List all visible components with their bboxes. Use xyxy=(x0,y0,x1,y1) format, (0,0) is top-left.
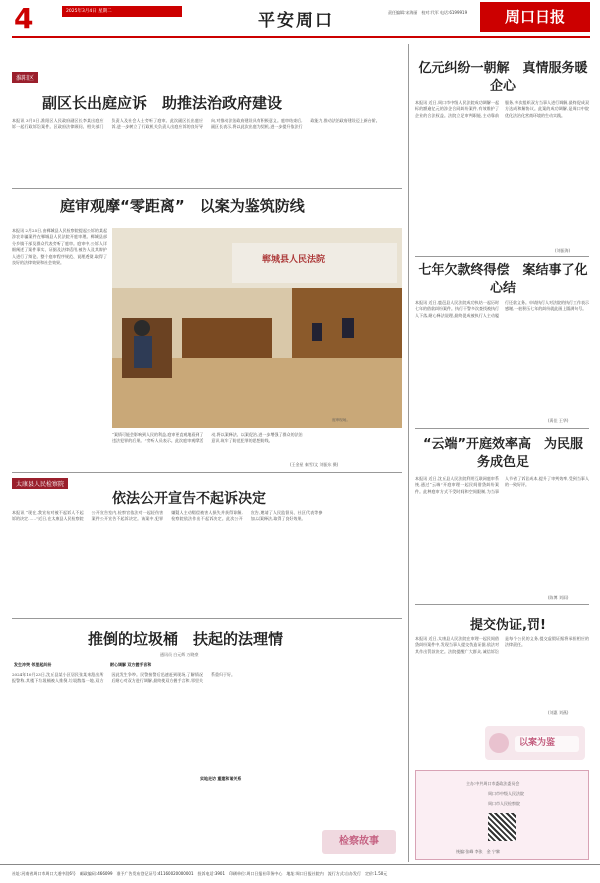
masthead xyxy=(0,0,600,42)
column-divider xyxy=(408,44,409,862)
divider xyxy=(12,472,402,473)
sidebar-badge-text: 以案为鉴 xyxy=(519,738,556,748)
sponsor-host: 主办:中共周口市委政法委员会 xyxy=(466,781,520,786)
newspaper-logo: 周口日报 xyxy=(480,2,590,32)
sponsor-editor: 统编:张峰 李张 金 宁黎 xyxy=(456,849,500,854)
badge-text: 检察故事 xyxy=(339,836,379,847)
article7-body: 本报讯 近日,沈丘县人民法院利用互联网庭审系统,通过“云端”开庭审理一起民间借贷纠纷案件。此种庭审方式不受时间和空间限制,为当事人节省了诉讼成本,提升了审判效率,受到当事人的一致好评。 xyxy=(415,476,589,494)
divider xyxy=(12,188,402,189)
article4-subhead-1: 发生冲突 邻里起纠纷 xyxy=(14,662,52,667)
qr-code-icon xyxy=(488,813,516,841)
sponsor-box xyxy=(415,770,589,860)
article2-credit: (王金星 秦雪/文 刘振东 摄) xyxy=(290,462,339,467)
article8-title: 提交伪证,罚! xyxy=(470,618,546,633)
photo-caption: 庭审现场。 xyxy=(332,418,350,422)
article3-title: 依法公开宣告不起诉决定 xyxy=(112,491,266,507)
divider xyxy=(415,428,589,429)
article4-subhead-2: 耐心调解 双方握手言和 xyxy=(110,662,152,667)
article8-body: 本报讯 近日,太康县人民法院在审理一起民间借贷纠纷案件中,发现当事人提交伪造证据,依法对其作出罚款决定。法院提醒广大群众,诚信诉讼是每个公民的义务,提交虚假证据将承担相应的法律责任。 xyxy=(415,636,589,654)
jiancha-gushi-badge xyxy=(322,830,396,854)
article4-byline: 通讯员 白元辉 万晓豪 xyxy=(160,652,199,657)
page-number: 4 xyxy=(14,2,34,35)
column-tag-huaiyang: 淮阳区 xyxy=(12,72,38,83)
article1-title: 副区长出庭应诉 助推法治政府建设 xyxy=(42,94,283,112)
article6-title: 七年欠款终得偿 案结事了化心结 xyxy=(418,263,588,296)
section-title: 平安周口 xyxy=(258,11,334,31)
article5-title: 亿元纠纷一朝解 真情服务暖企心 xyxy=(418,61,588,94)
article2-body: 本报讯 2月25日,由郸城县人民检察院提起公诉的某起涉农诈骗案件在郸城县人民法院开庭审理。郸城县部分乡镇干部及群众代表旁听了庭审。庭审中,公诉人详细阐述了案件事实、证据及法律适用,被告人及其辩护人进行了辩论。整个庭审程序规范、说理透彻,取得了良好的法律效果和社会效果。 xyxy=(12,228,107,266)
article6-credit: (禹佳 王华) xyxy=(548,418,569,423)
article1-body: 本报讯 3月5日,淮阳区人民政府副区长李某出庭应诉一起行政诉讼案件。区政府法律顾问、相关部门负责人及社会人士旁听了庭审。此次副区长出庭应诉,进一步树立了行政机关负责人出庭应诉的良好导向,对推动法治政府建设具有积极意义。庭审结束后,副区长表示,将以此次出庭为契机,进一步提升依法行政能力,推动法治政府建设迈上新台阶。 xyxy=(12,118,380,130)
article4-body: 2024年10月23日,沈丘县某小区居民张某来派出所报警称,其楼下垃圾桶被人推倒,垃圾散落一地,双方因此发生争吵。民警接警后迅速赶到现场,了解情况后耐心对双方进行调解,最终使双方握手言和,邻里关系重归于好。 xyxy=(12,672,235,684)
editor-credit: 责任编辑:宋海丽 校对:代军 电话:6199919 xyxy=(388,10,468,15)
divider xyxy=(415,256,589,257)
article5-credit: (刘振海) xyxy=(555,248,571,253)
sponsor-co2: 周口市人民检察院 xyxy=(488,801,520,806)
column-tag-taikang: 太康县人民检察院 xyxy=(12,478,68,489)
yi-an-wei-jian-illustration xyxy=(485,726,585,760)
article8-credit: (刘惠 刘燕) xyxy=(548,710,569,715)
article3-body: 本报讯 “现在,我宣布对被不起诉人不起诉的决定……”近日,在太康县人民检察院公开宣告室内,检察官依法对一起轻伤害案件公开宣告不起诉决定。该案中,犯罪嫌疑人主动赔偿被害人损失并获得谅解,检察院依法作出不起诉决定。此次公开宣告,邀请了人民监督员、社区代表等参加,以案释法,取得了良好效果。 xyxy=(12,510,323,522)
article5-body: 本报讯 近日,周口市中级人民法院成功调解一起标的额逾亿元的涉企合同纠纷案件,有效维护了企业的合法权益。法院立足审判职能,主动靠前服务,多次组织双方当事人进行调解,最终促成双方达成和解协议。此案的成功调解,是周口中院优化法治化营商环境的生动实践。 xyxy=(415,100,589,118)
courtroom-photo xyxy=(112,228,402,428)
article2-body-continued: “案情可能会影响到人民的利益,庭审更直观地看到了违法犯罪的后果。”旁听人员表示。此次庭审观摩活动,将以案释法、以案促治,进一步增强了群众的法治意识,筑牢了防范犯罪的思想防线。 xyxy=(112,432,303,444)
court-sign-text: 郸城县人民法院 xyxy=(262,255,326,265)
divider xyxy=(415,604,589,605)
divider xyxy=(12,618,402,619)
publication-date: 2025年3月4日 星期二 xyxy=(62,6,182,17)
article7-title: “云端”开庭效率高 为民服务成色足 xyxy=(422,437,584,470)
article7-credit: (陈博 刘雨) xyxy=(548,595,569,600)
article4-title: 推倒的垃圾桶 扶起的法理情 xyxy=(88,630,284,648)
article4-subhead-3: 实地走访 重建和谐关系 xyxy=(200,776,242,781)
sponsor-co1: 周口市中级人民法院 xyxy=(488,791,524,796)
footer: 社址:河南省周口市周口大道中段6号 邮政编码:466099 准予广告发布登记证号:41160020000001 投诉电话:3901 印刷单位:周口日报社印务中心 地址:周口日报社院内 流行方式:自办发行 定价:1.50元 xyxy=(0,864,600,883)
article2-title: 庭审观摩“零距离” 以案为鉴筑防线 xyxy=(60,197,305,215)
header-rule xyxy=(12,36,590,38)
article6-body: 本报讯 近日,鹿邑县人民法院成功执结一起历时七年的借款纠纷案件。执行干警多次查找被执行人下落,耐心释法说理,最终促成被执行人主动履行还款义务。申请执行人对法院的执行工作表示感谢,一桩积压七年的纠纷就此画上圆满句号。 xyxy=(415,300,589,318)
